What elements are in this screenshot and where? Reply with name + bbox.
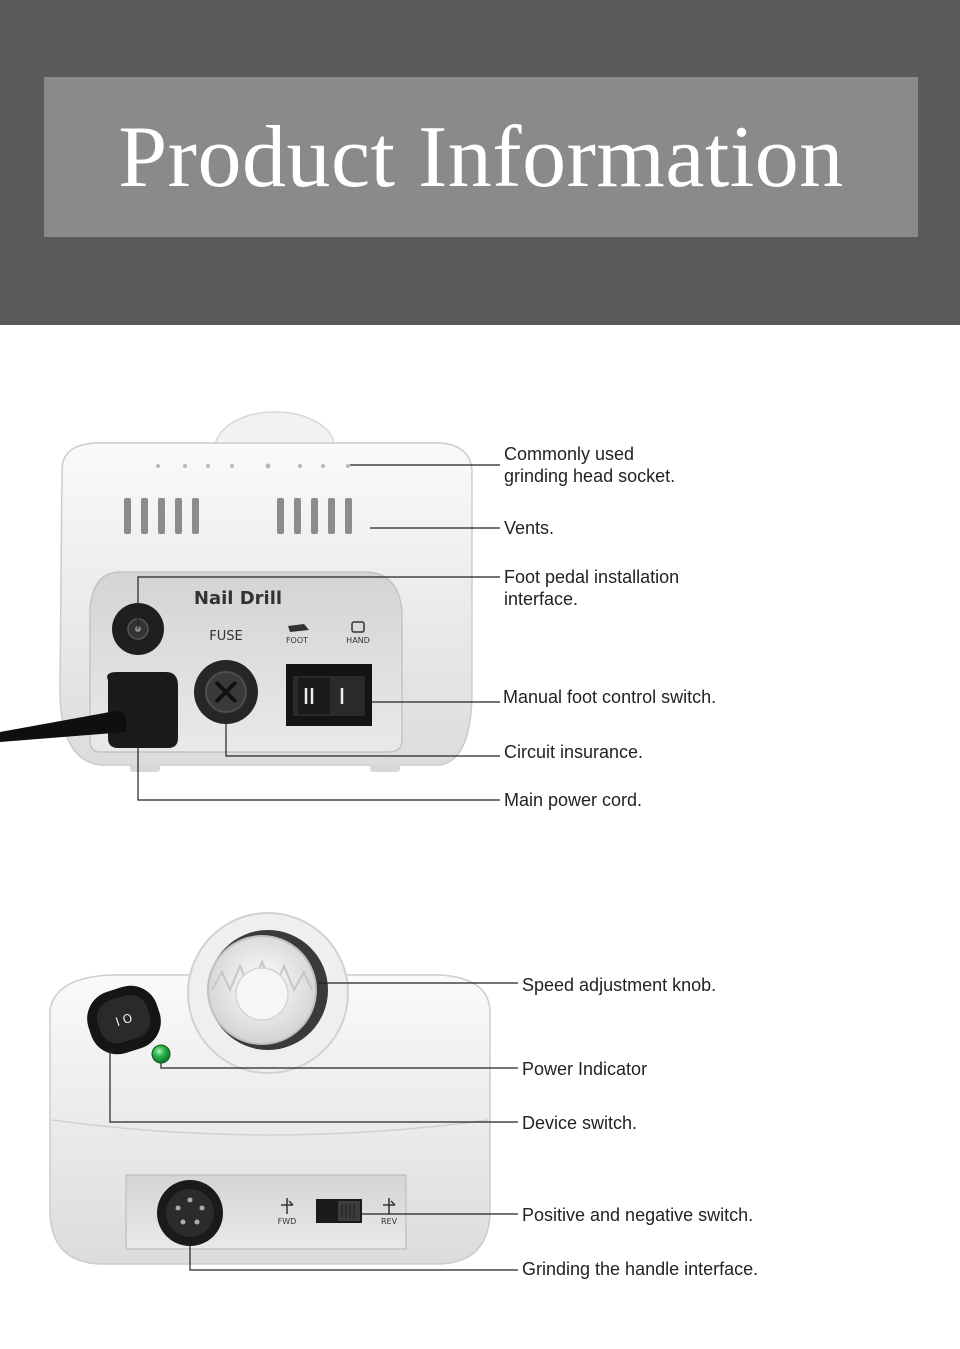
rev-label: REV (380, 1217, 398, 1226)
callout-handle-interface: Grinding the handle interface. (522, 1259, 759, 1279)
callout-foot-pedal-interface: Foot pedal installation interface. (504, 567, 680, 609)
fwd-label: FWD (277, 1217, 297, 1226)
page-title: Product Information (118, 108, 844, 206)
power-switch-labels: I O (113, 1010, 135, 1030)
speed-adjustment-knob (208, 936, 316, 1044)
fuse-label: FUSE (209, 629, 243, 644)
callout-speed-adjustment-knob: Speed adjustment knob. (522, 975, 717, 995)
foot-label: FOOT (285, 636, 309, 645)
callout-device-switch: Device switch. (522, 1113, 638, 1133)
manual-foot-control-switch (286, 664, 372, 726)
device-back-view (0, 412, 472, 772)
device-front-view (50, 913, 490, 1264)
callout-power-indicator: Power Indicator (522, 1059, 648, 1079)
callout-main-power-cord: Main power cord. (504, 790, 643, 810)
callout-circuit-insurance: Circuit insurance. (504, 742, 644, 762)
handle-interface-socket (157, 1180, 223, 1246)
power-indicator-led (152, 1045, 170, 1063)
power-socket (107, 672, 178, 748)
callout-positive-negative-switch: Positive and negative switch. (522, 1205, 754, 1225)
brand-label: Nail Drill (193, 588, 283, 609)
positive-negative-slide-switch (316, 1199, 362, 1223)
callout-manual-foot-control-switch: Manual foot control switch. (503, 687, 717, 707)
callout-grinding-head-socket: Commonly used grinding head socket. (504, 444, 676, 486)
hand-label: HAND (346, 636, 370, 645)
callout-vents: Vents. (504, 518, 555, 538)
